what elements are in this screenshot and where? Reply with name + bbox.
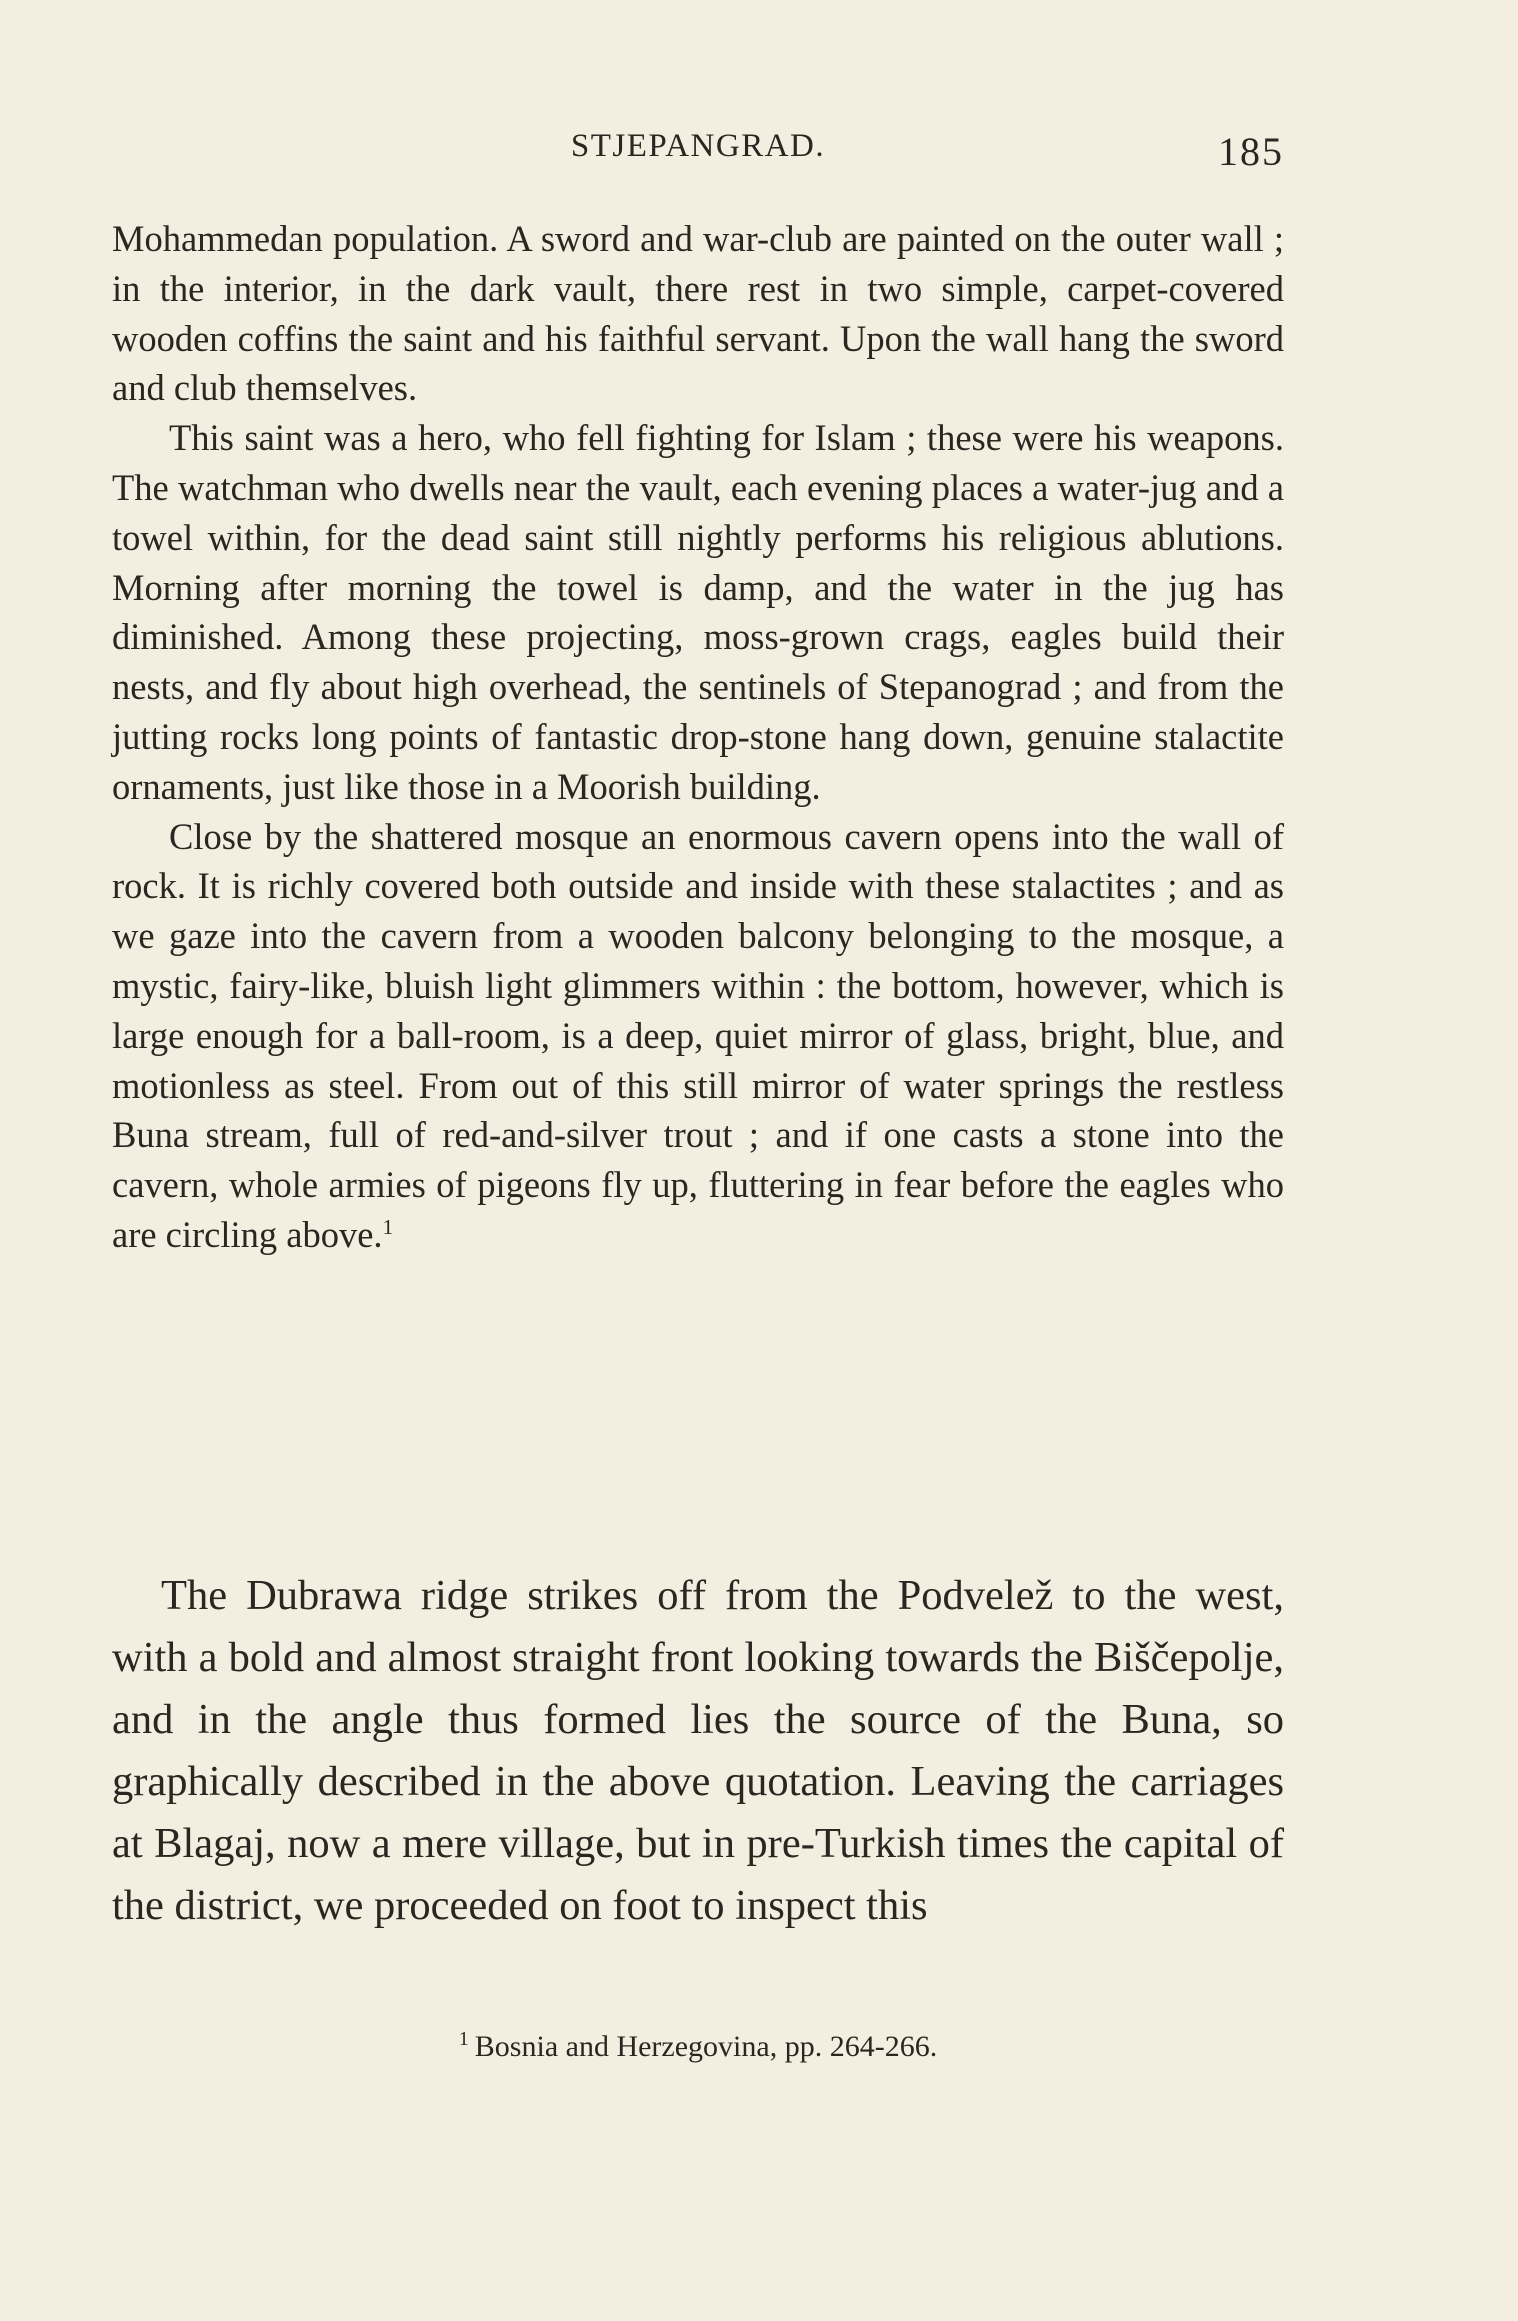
quoted-passage: [112, 214, 1284, 1260]
quote-paragraph: This saint was a hero, who fell fighting for Islam ; these were his weapons. The watchman who dwells near the vault, each evening places a water-jug and a towel within, for the dead saint still nightly performs his religious ablutions. Morning after morning the towel is damp, and the water in the jug has diminished. Among these projecting, moss-grown crags, eagles build their nests, and fly about high overhead, the sentinels of Stepanograd ; and from the jutting rocks long points of fantastic drop-stone hang down, genuine stalactite ornaments, just like those in a Moorish building.: [112, 417, 1284, 807]
page-number: 185: [1218, 129, 1284, 174]
quote-paragraph: [112, 812, 1284, 1260]
running-head: [112, 128, 1284, 178]
quote-paragraph: Mohammedan population. A sword and war-club are painted on the outer wall ; in the interior, in the dark vault, there rest in two simple, carpet-covered wooden coffins the saint and his faithful servant. Upon the wall hang the sword and club themselves.: [112, 218, 1284, 409]
quote-paragraph-text: Close by the shattered mosque an enormous cavern opens into the wall of rock. It is richly covered both outside and inside with these stalactites ; and as we gaze into the cavern from a wooden balcony belonging to the mosque, a mystic, fairy-like, bluish light glimmers within : the bottom, however, which is large enough for a ball-room, is a deep, quiet mirror of glass, bright, blue, and motionless as steel. From out of this still mirror of water springs the restless Buna stream, full of red-and-silver trout ; and if one casts a stone into the cavern, whole armies of pigeons fly up, fluttering in fear before the eagles who are circling above.: [112, 815, 1284, 1255]
footnote-marker: 1: [458, 2028, 469, 2050]
footnote-reference: 1: [382, 1214, 394, 1239]
main-text: [112, 1565, 1284, 1937]
footnote: [112, 2030, 1284, 2064]
body-paragraph: The Dubrawa ridge strikes off from the Podvelež to the west, with a bold and almost straight front looking towards the Biščepolje, and in the angle thus formed lies the source of the Buna, so graphically described in the above quotation. Leaving the carriages at Blagaj, now a mere village, but in pre-Turkish times the capital of the district, we proceeded on foot to inspect this: [112, 1572, 1284, 1929]
running-title: STJEPANGRAD.: [570, 128, 826, 164]
footnote-text: Bosnia and Herzegovina, pp. 264-266.: [474, 2030, 938, 2063]
